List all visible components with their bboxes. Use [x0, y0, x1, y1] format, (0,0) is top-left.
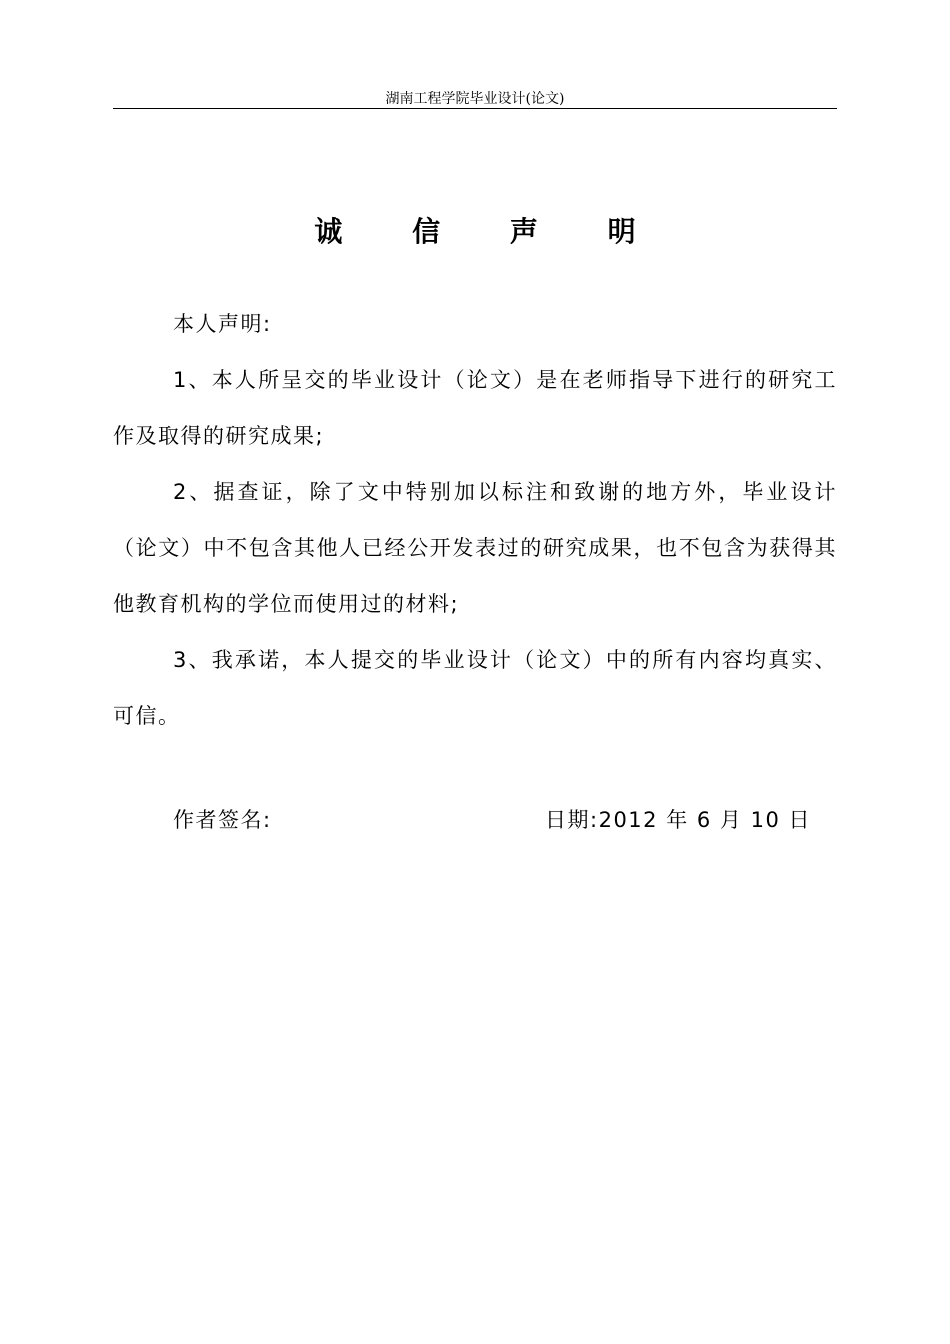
declaration-item-1: 1、本人所呈交的毕业设计（论文）是在老师指导下进行的研究工作及取得的研究成果; [113, 368, 837, 448]
declaration-body [113, 296, 837, 744]
date-label: 日期: [545, 808, 599, 832]
signature-row [113, 792, 837, 848]
author-signature-label: 作者签名: [173, 808, 272, 832]
declaration-intro: 本人声明: [173, 312, 272, 336]
date-block [545, 792, 811, 848]
page-title: 诚 信 声 明 [314, 215, 666, 248]
date-value: 2012 年 6 月 10 日 [598, 808, 811, 832]
declaration-item-2: 2、据查证，除了文中特别加以标注和致谢的地方外，毕业设计（论文）中不包含其他人已经公开发表过的研究成果，也不包含为获得其他教育机构的学位而使用过的材料; [113, 480, 837, 616]
header-divider [113, 108, 837, 109]
running-header: 湖南工程学院毕业设计(论文) [385, 91, 565, 107]
declaration-item-3: 3、我承诺，本人提交的毕业设计（论文）中的所有内容均真实、可信。 [113, 648, 837, 728]
